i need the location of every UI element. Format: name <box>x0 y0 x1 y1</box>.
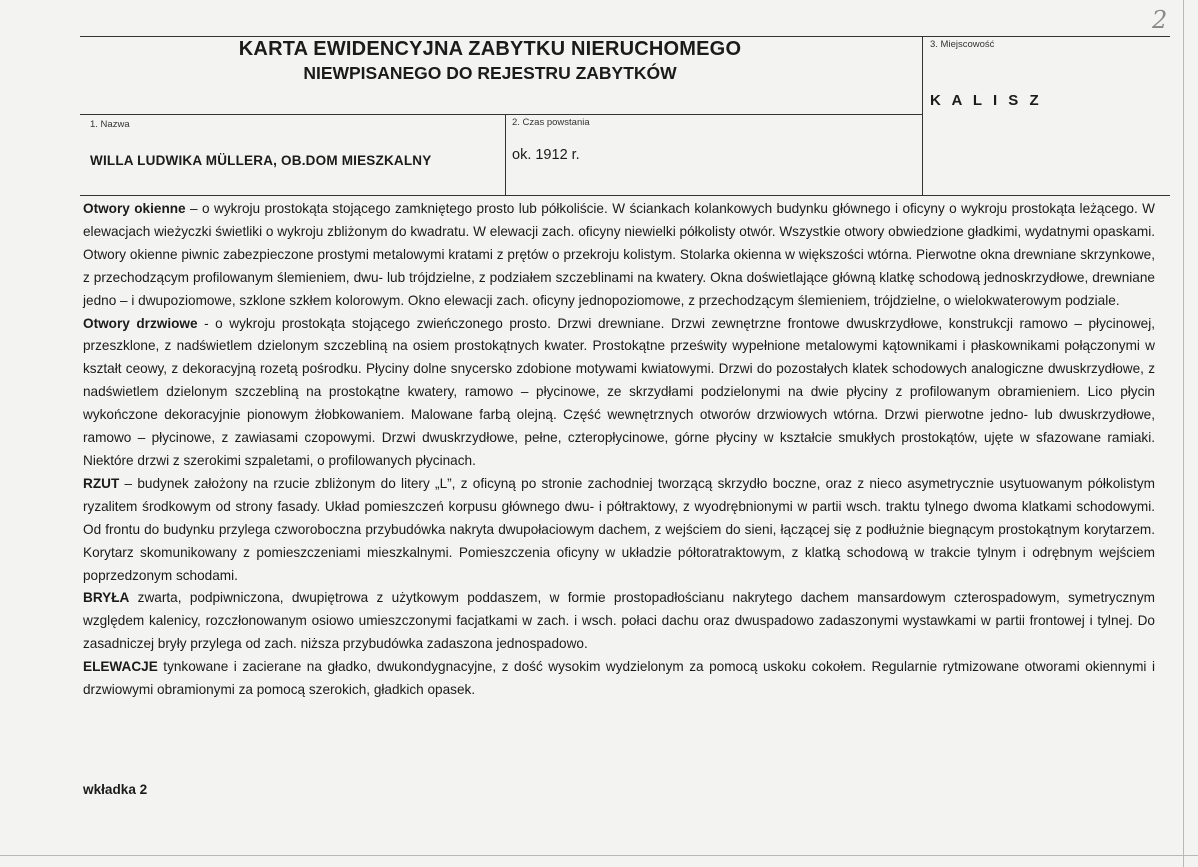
scan-edge-bottom <box>0 855 1198 856</box>
page-number: 2 <box>1152 6 1168 34</box>
section-text: – o wykroju prostokąta stojącego zamkniętego prosto lub półkoliście. W ściankach kolankowych budynku głównego i oficyny o wykroju prostokąta leżącego. W elewacjach wieżyczki świetliki o wykroju zbliżonym do kwadratu. W elewacji zach. oficyny niewielki półkolisty otwór. Wszystkie otwory obwiedzione gładkimi, wydatnymi opaskami. Otwory okienne piwnic zabezpieczone prostymi metalowymi kratami z prętów o przekroju kolistym. Stolarka okienna w większości wtórna. Pierwotne okna drewniane skrzynkowe, z przechodzącym profilowanym ślemieniem, dwu- lub trójdzielne, z podziałem szczeblinami na kwatery. Okna doświetlające główną klatkę schodową jednoskrzydłowe, drewniane jedno – i dwupoziomowe, szklone szkłem kolorowym. Okno elewacji zach. oficyny jednopoziomowe, z przechodzącym ślemieniem, trójdzielne, o wielokwaterowym podziale. <box>83 201 1155 308</box>
section-label: RZUT <box>83 475 120 491</box>
section-text: zwarta, podpiwniczona, dwupiętrowa z użytkowym poddaszem, w formie prostopadłościanu nakrytego dachem mansardowym czterospadowym, symetrycznym względem kalenicy, rozczłonowanym osiowo umieszczonymi facjatkami w zach. i wsch. połaci dachu oraz dwuspadowo zadaszonymi wystawkami w partii frontowej i tylnej. Do zasadniczej bryły przylega od zach. niższa przybudówka zadaszona jednospadowo. <box>83 590 1155 652</box>
section-label: ELEWACJE <box>83 659 158 675</box>
section-text: - o wykroju prostokąta stojącego zwieńczonego prosto. Drzwi drewniane. Drzwi zewnętrzne frontowe dwuskrzydłowe, konstrukcji ramowo – płycinowej, przeszklone, z nadświetlem dzielonym szczebliną na osiem prostokątnych kwater. Prostokątne prześwity wypełnione metalowymi kątownikami i płaskownikami połączonymi w kształt ceowy, z dekoracyjną rozetą pośrodku. Płyciny dolne snycersko zdobione motywami kwiatowymi. Drzwi do pozostałych klatek schodowych analogiczne dwuskrzydłowe, z nadświetlem dzielonym szczebliną na prostokątne kwatery, ramowo – płycinowe, ze skrzydłami podzielonymi na dwie płyciny z profilowanym obramieniem. Lico płycin wykończone dekoracyjnie pionowym żłobkowaniem. Malowane farbą olejną. Część wewnętrznych otworów drzwiowych wtórna. Drzwi pierwotne jedno- lub dwuskrzydłowe, ramowo – płycinowe, z zawiasami czopowymi. Drzwi dwuskrzydłowe, pełne, czteropłycinowe, górne płyciny w kształcie smukłych prostokątów, ujęte w sfazowane ramiaki. Niektóre drzwi z szerokimi szpaletami, o profilowanych płycinach. <box>83 315 1155 468</box>
section-windows <box>83 198 1155 313</box>
card-title <box>80 38 900 84</box>
location-divider <box>922 36 923 196</box>
name-date-divider <box>505 114 506 196</box>
description-body <box>83 198 1155 702</box>
location-label: 3. Miejscowość <box>930 39 995 50</box>
scan-edge-right <box>1183 0 1184 867</box>
section-text: tynkowane i zacierane na gładko, dwukondygnacyjne, z dość wysokim wydzielonym za pomocą uskoku cokołem. Regularnie rytmizowane otworami okiennymi i drzwiowymi obramionymi za pomocą szerokich, gładkich opasek. <box>83 659 1155 698</box>
date-value: ok. 1912 r. <box>512 147 580 163</box>
date-label: 2. Czas powstania <box>512 117 590 128</box>
top-border <box>80 36 1170 37</box>
insert-label: wkładka 2 <box>83 782 148 797</box>
section-label: Otwory okienne <box>83 201 186 216</box>
name-value: WILLA LUDWIKA MÜLLERA, OB.DOM MIESZKALNY <box>90 153 432 168</box>
title-line-2: NIEWPISANEGO DO REJESTRU ZABYTKÓW <box>303 63 677 83</box>
location-value: K A L I S Z <box>930 92 1043 109</box>
fields-bottom-border <box>80 195 1170 196</box>
section-label: BRYŁA <box>83 590 130 606</box>
section-text: – budynek założony na rzucie zbliżonym do litery „L”, z oficyną po stronie zachodniej tworzącą skrzydło boczne, oraz z nieco asymetrycznie usytuowanym półkolistym ryzalitem środkowym od strony fasady. Układ pomieszczeń korpusu głównego dwu- i półtraktowy, z wyodrębnionymi w partii wsch. traktu tylnego dwoma klatkami schodowymi. Od frontu do budynku przylega czworoboczna przybudówka nakryta dwupołaciowym dachem, z wejściem do sieni, łączącej się z podłużnie biegnącym prostokątnym korytarzem. Korytarz skomunikowany z pomieszczeniami mieszkalnymi. Pomieszczenia oficyny w układzie półtoratraktowym, z klatką schodową w trakcie tylnym i odrębnym wejściem poprzedzonym schodami. <box>83 475 1155 583</box>
section-plan <box>83 473 1155 588</box>
section-massing <box>83 587 1155 656</box>
section-label: Otwory drzwiowe <box>83 315 198 331</box>
section-facades <box>83 656 1155 702</box>
title-line-1: KARTA EWIDENCYJNA ZABYTKU NIERUCHOMEGO <box>238 38 742 60</box>
section-doors <box>83 313 1155 473</box>
name-label: 1. Nazwa <box>90 119 130 130</box>
title-bottom-border <box>80 114 922 115</box>
